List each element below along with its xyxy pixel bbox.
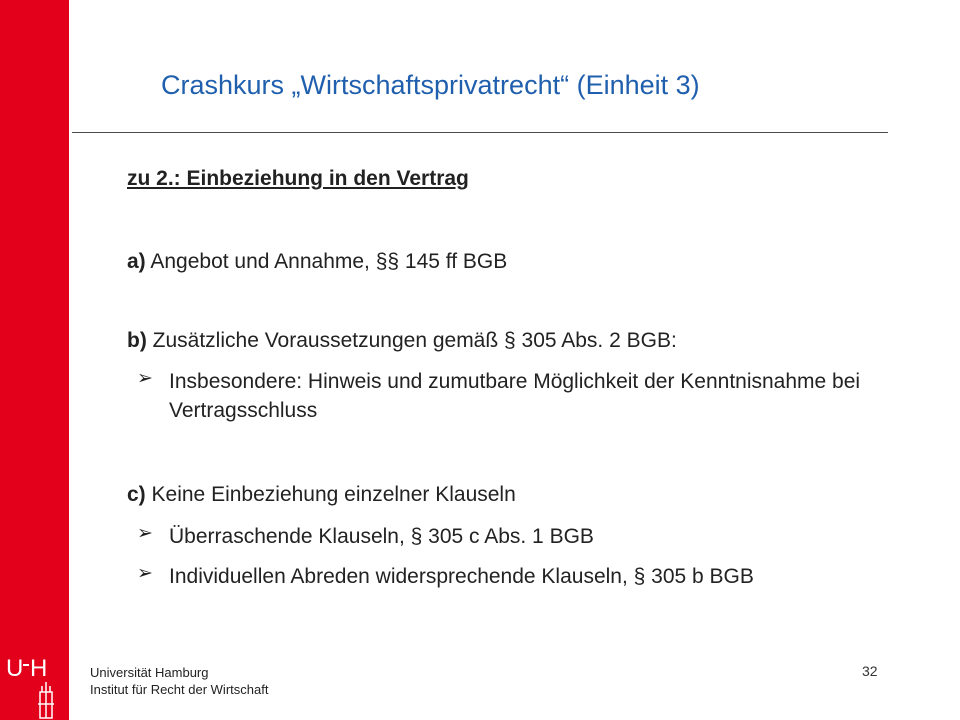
item-a-text: Angebot und Annahme, §§ 145 ff BGB (145, 250, 508, 273)
slide-title: Crashkurs „Wirtschaftsprivatrecht“ (Einheit 3) (161, 70, 700, 100)
arrow-bullet-icon: ➢ (137, 563, 153, 584)
red-sidebar-bar (0, 0, 69, 720)
svg-text:H: H (30, 655, 48, 682)
item-c-text: Keine Einbeziehung einzelner Klauseln (145, 483, 516, 506)
item-c-label: c) (127, 483, 146, 506)
uhh-logo-icon (4, 652, 64, 720)
item-a-label: a) (127, 250, 146, 273)
page-number: 32 (862, 663, 878, 679)
item-b (127, 329, 677, 353)
title-divider (72, 132, 888, 133)
arrow-bullet-icon: ➢ (137, 523, 153, 544)
item-b-label: b) (127, 329, 147, 352)
item-b-text: Zusätzliche Voraussetzungen gemäß § 305 Abs. 2 BGB: (146, 329, 677, 352)
bullet-text: Insbesondere: Hinweis und zumutbare Möglichkeit der Kenntnisnahme bei Vertragsschluss (169, 370, 861, 422)
svg-text:U: U (6, 655, 24, 682)
bullet-text: Überraschende Klauseln, § 305 c Abs. 1 BGB (169, 525, 594, 548)
bullet-text: Individuellen Abreden widersprechende Klauseln, § 305 b BGB (169, 565, 754, 588)
arrow-bullet-icon: ➢ (137, 368, 153, 389)
section-heading: zu 2.: Einbeziehung in den Vertrag (127, 167, 469, 190)
footer-institution (90, 664, 268, 698)
item-a (127, 250, 507, 274)
footer-university: Universität Hamburg (90, 665, 209, 680)
item-c (127, 483, 516, 507)
footer-institute: Institut für Recht der Wirtschaft (90, 682, 269, 697)
